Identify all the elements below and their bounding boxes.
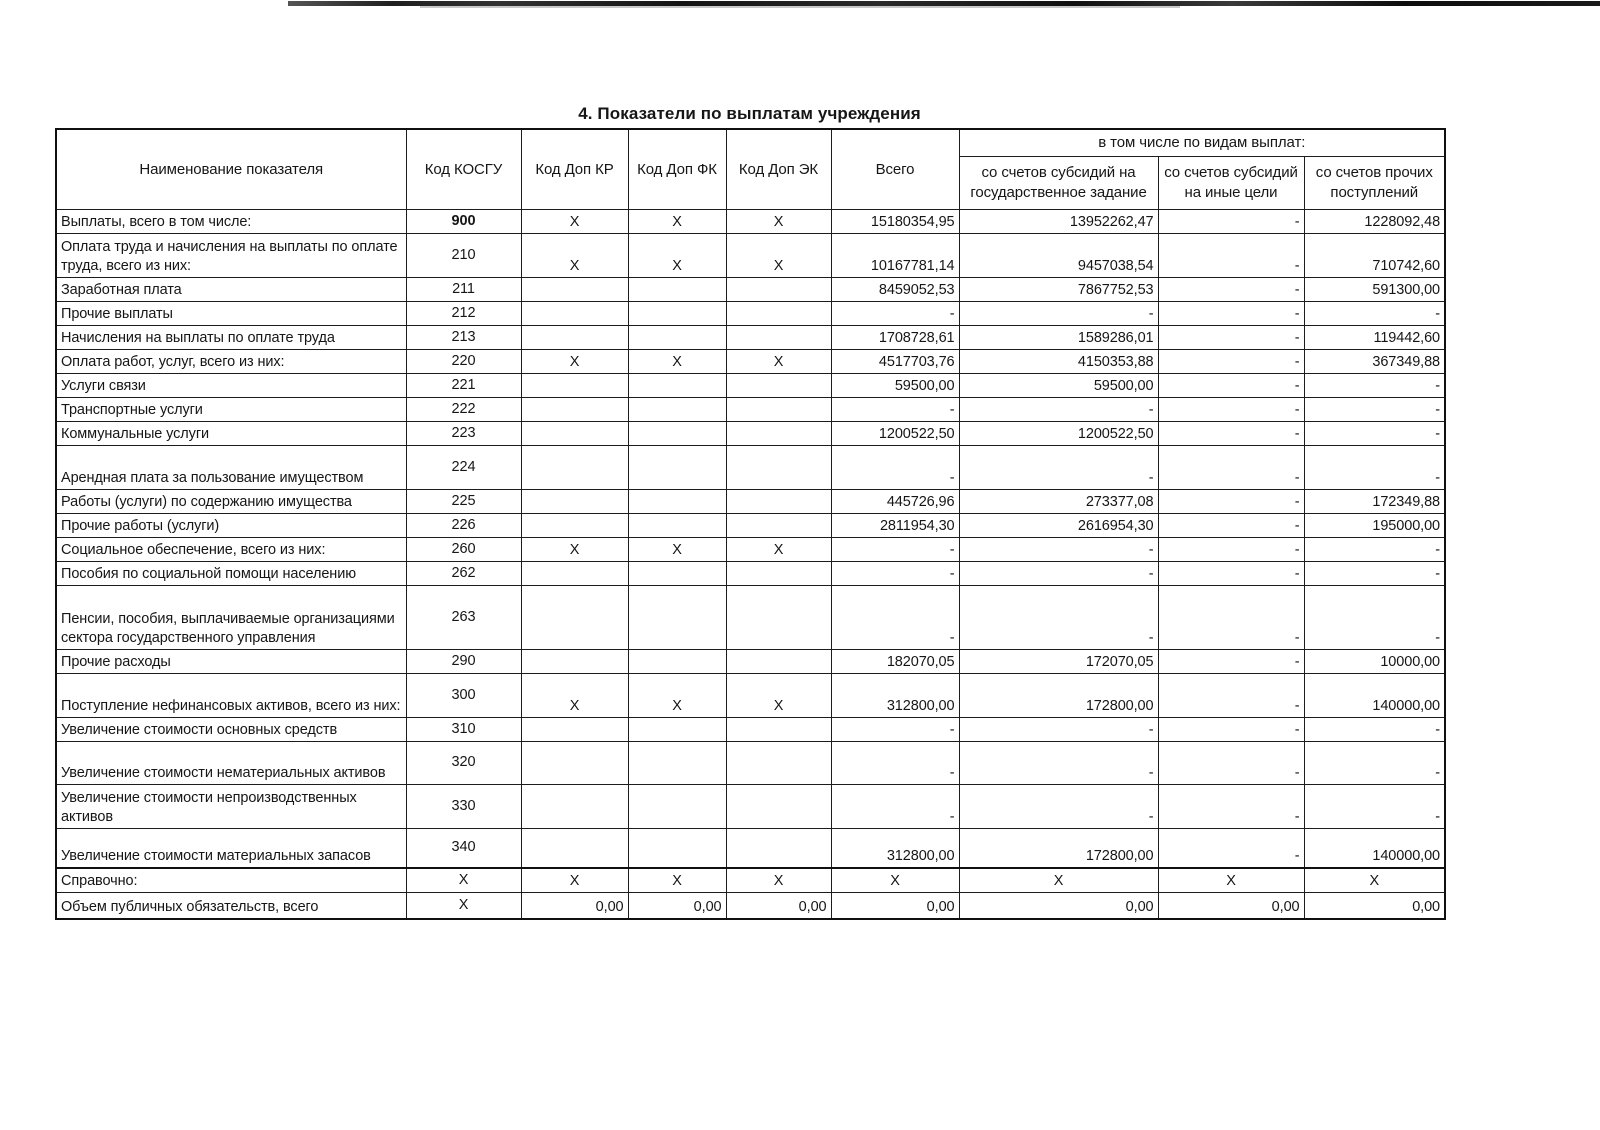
cell-total: 4517703,76 — [831, 349, 959, 373]
cell-fk — [628, 784, 726, 828]
cell-sub3: 0,00 — [1304, 892, 1445, 919]
cell-code: 221 — [406, 373, 521, 397]
col-header-dop-ek: Код Доп ЭК — [726, 129, 831, 209]
cell-code: 900 — [406, 209, 521, 233]
cell-sub1: - — [959, 397, 1158, 421]
table-row — [56, 513, 1445, 537]
cell-kr — [521, 717, 628, 741]
table-row — [56, 717, 1445, 741]
table-row — [56, 561, 1445, 585]
cell-code: 263 — [406, 585, 521, 649]
cell-sub3: - — [1304, 537, 1445, 561]
cell-name: Арендная плата за пользование имуществом — [56, 445, 406, 489]
cell-total: 15180354,95 — [831, 209, 959, 233]
col-header-group-payment-types: в том числе по видам выплат: — [959, 129, 1445, 156]
col-header-total: Всего — [831, 129, 959, 209]
cell-code: 223 — [406, 421, 521, 445]
cell-sub2: - — [1158, 585, 1304, 649]
table-row — [56, 489, 1445, 513]
cell-fk — [628, 828, 726, 868]
cell-code: 262 — [406, 561, 521, 585]
cell-fk — [628, 301, 726, 325]
cell-name: Увеличение стоимости непроизводственных активов — [56, 784, 406, 828]
cell-sub2: - — [1158, 673, 1304, 717]
payments-table — [55, 128, 1446, 920]
cell-kr — [521, 445, 628, 489]
cell-kr — [521, 301, 628, 325]
cell-name: Пособия по социальной помощи населению — [56, 561, 406, 585]
cell-name: Выплаты, всего в том числе: — [56, 209, 406, 233]
cell-code: 260 — [406, 537, 521, 561]
cell-kr: Х — [521, 868, 628, 892]
cell-code: Х — [406, 892, 521, 919]
cell-ek: Х — [726, 537, 831, 561]
cell-name: Справочно: — [56, 868, 406, 892]
table-row — [56, 828, 1445, 868]
cell-sub3: - — [1304, 397, 1445, 421]
cell-fk: Х — [628, 673, 726, 717]
cell-kr: Х — [521, 537, 628, 561]
cell-code: Х — [406, 868, 521, 892]
cell-ek: Х — [726, 673, 831, 717]
cell-kr — [521, 784, 628, 828]
cell-sub2: Х — [1158, 868, 1304, 892]
cell-ek — [726, 513, 831, 537]
cell-name: Увеличение стоимости материальных запасов — [56, 828, 406, 868]
cell-fk — [628, 277, 726, 301]
cell-kr — [521, 561, 628, 585]
cell-total: 2811954,30 — [831, 513, 959, 537]
cell-code: 222 — [406, 397, 521, 421]
cell-ek — [726, 585, 831, 649]
cell-sub1: 273377,08 — [959, 489, 1158, 513]
table-header — [56, 129, 1445, 209]
table-row — [56, 397, 1445, 421]
cell-code: 224 — [406, 445, 521, 489]
cell-sub3: 172349,88 — [1304, 489, 1445, 513]
cell-total: 59500,00 — [831, 373, 959, 397]
cell-total: 1708728,61 — [831, 325, 959, 349]
cell-name: Объем публичных обязательств, всего — [56, 892, 406, 919]
cell-code: 226 — [406, 513, 521, 537]
cell-sub2: 0,00 — [1158, 892, 1304, 919]
cell-sub1: 9457038,54 — [959, 233, 1158, 277]
table-row — [56, 585, 1445, 649]
cell-sub2: - — [1158, 445, 1304, 489]
cell-sub3: - — [1304, 445, 1445, 489]
cell-sub3: 140000,00 — [1304, 828, 1445, 868]
cell-total: 0,00 — [831, 892, 959, 919]
cell-ek: Х — [726, 233, 831, 277]
cell-sub1: - — [959, 445, 1158, 489]
cell-fk: Х — [628, 537, 726, 561]
cell-name: Пенсии, пособия, выплачиваемые организациями сектора государственного управления — [56, 585, 406, 649]
cell-fk: 0,00 — [628, 892, 726, 919]
cell-fk — [628, 445, 726, 489]
cell-sub1: - — [959, 717, 1158, 741]
cell-kr: Х — [521, 209, 628, 233]
cell-sub2: - — [1158, 561, 1304, 585]
cell-sub3: - — [1304, 373, 1445, 397]
cell-total: 445726,96 — [831, 489, 959, 513]
scan-artifact-top-edge-secondary — [420, 6, 1180, 8]
cell-sub3: - — [1304, 717, 1445, 741]
cell-code: 220 — [406, 349, 521, 373]
cell-sub1: 0,00 — [959, 892, 1158, 919]
cell-total: - — [831, 717, 959, 741]
cell-code: 210 — [406, 233, 521, 277]
cell-sub3: 591300,00 — [1304, 277, 1445, 301]
col-header-subsidy-other-goals: со счетов субсидий на иные цели — [1158, 156, 1304, 209]
cell-ek — [726, 445, 831, 489]
cell-sub2: - — [1158, 649, 1304, 673]
cell-sub3: 367349,88 — [1304, 349, 1445, 373]
cell-kr — [521, 421, 628, 445]
cell-ek — [726, 325, 831, 349]
table-row — [56, 373, 1445, 397]
cell-total: 8459052,53 — [831, 277, 959, 301]
cell-fk: Х — [628, 868, 726, 892]
cell-name: Прочие расходы — [56, 649, 406, 673]
cell-sub3: - — [1304, 741, 1445, 784]
table-row — [56, 741, 1445, 784]
cell-sub2: - — [1158, 325, 1304, 349]
cell-sub3: 195000,00 — [1304, 513, 1445, 537]
cell-ek — [726, 717, 831, 741]
cell-kr — [521, 649, 628, 673]
cell-kr — [521, 397, 628, 421]
cell-sub3: - — [1304, 421, 1445, 445]
cell-total: 182070,05 — [831, 649, 959, 673]
cell-name: Увеличение стоимости основных средств — [56, 717, 406, 741]
cell-ek: 0,00 — [726, 892, 831, 919]
cell-sub3: 119442,60 — [1304, 325, 1445, 349]
cell-sub3: - — [1304, 301, 1445, 325]
cell-code: 290 — [406, 649, 521, 673]
table-row — [56, 537, 1445, 561]
cell-total: - — [831, 561, 959, 585]
cell-sub2: - — [1158, 233, 1304, 277]
cell-sub3: - — [1304, 585, 1445, 649]
cell-sub3: - — [1304, 784, 1445, 828]
cell-sub1: 1200522,50 — [959, 421, 1158, 445]
cell-ek: Х — [726, 349, 831, 373]
cell-kr — [521, 585, 628, 649]
cell-sub1: 1589286,01 — [959, 325, 1158, 349]
cell-sub2: - — [1158, 784, 1304, 828]
cell-sub2: - — [1158, 301, 1304, 325]
header-row-top — [56, 129, 1445, 156]
cell-kr: 0,00 — [521, 892, 628, 919]
cell-sub1: 172800,00 — [959, 673, 1158, 717]
cell-sub1: 59500,00 — [959, 373, 1158, 397]
cell-total: Х — [831, 868, 959, 892]
cell-code: 310 — [406, 717, 521, 741]
col-header-dop-fk: Код Доп ФК — [628, 129, 726, 209]
cell-ek — [726, 301, 831, 325]
cell-total: - — [831, 784, 959, 828]
cell-kr — [521, 373, 628, 397]
cell-name: Транспортные услуги — [56, 397, 406, 421]
cell-sub3: Х — [1304, 868, 1445, 892]
cell-code: 320 — [406, 741, 521, 784]
cell-code: 340 — [406, 828, 521, 868]
cell-kr — [521, 513, 628, 537]
table-row — [56, 892, 1445, 919]
table-row — [56, 209, 1445, 233]
cell-sub1: - — [959, 741, 1158, 784]
cell-kr — [521, 277, 628, 301]
cell-code: 212 — [406, 301, 521, 325]
cell-name: Услуги связи — [56, 373, 406, 397]
table-body — [56, 209, 1445, 919]
cell-kr: Х — [521, 673, 628, 717]
cell-ek — [726, 741, 831, 784]
cell-total: 312800,00 — [831, 828, 959, 868]
cell-name: Поступление нефинансовых активов, всего из них: — [56, 673, 406, 717]
cell-sub2: - — [1158, 828, 1304, 868]
col-header-dop-kr: Код Доп КР — [521, 129, 628, 209]
cell-fk: Х — [628, 233, 726, 277]
cell-sub1: - — [959, 784, 1158, 828]
table-row — [56, 277, 1445, 301]
cell-code: 211 — [406, 277, 521, 301]
cell-ek: Х — [726, 868, 831, 892]
cell-kr — [521, 325, 628, 349]
cell-sub1: - — [959, 561, 1158, 585]
cell-name: Оплата труда и начисления на выплаты по оплате труда, всего из них: — [56, 233, 406, 277]
cell-fk — [628, 717, 726, 741]
cell-sub1: - — [959, 301, 1158, 325]
table-row — [56, 421, 1445, 445]
cell-code: 330 — [406, 784, 521, 828]
cell-kr: Х — [521, 349, 628, 373]
cell-sub1: 2616954,30 — [959, 513, 1158, 537]
cell-ek — [726, 561, 831, 585]
cell-sub3: 10000,00 — [1304, 649, 1445, 673]
section-title: 4. Показатели по выплатам учреждения — [578, 104, 921, 123]
cell-name: Работы (услуги) по содержанию имущества — [56, 489, 406, 513]
cell-sub1: 7867752,53 — [959, 277, 1158, 301]
cell-total: 10167781,14 — [831, 233, 959, 277]
cell-fk — [628, 585, 726, 649]
table-row — [56, 233, 1445, 277]
cell-code: 213 — [406, 325, 521, 349]
cell-sub3: 1228092,48 — [1304, 209, 1445, 233]
cell-sub2: - — [1158, 717, 1304, 741]
cell-fk: Х — [628, 349, 726, 373]
table-row — [56, 301, 1445, 325]
cell-name: Прочие выплаты — [56, 301, 406, 325]
cell-fk — [628, 421, 726, 445]
cell-sub2: - — [1158, 741, 1304, 784]
cell-sub1: 172800,00 — [959, 828, 1158, 868]
cell-fk — [628, 397, 726, 421]
cell-total: - — [831, 585, 959, 649]
cell-name: Оплата работ, услуг, всего из них: — [56, 349, 406, 373]
cell-ek — [726, 421, 831, 445]
cell-total: - — [831, 445, 959, 489]
cell-ek — [726, 828, 831, 868]
cell-code: 225 — [406, 489, 521, 513]
cell-ek: Х — [726, 209, 831, 233]
cell-sub1: 172070,05 — [959, 649, 1158, 673]
cell-total: - — [831, 537, 959, 561]
cell-fk — [628, 325, 726, 349]
cell-sub2: - — [1158, 397, 1304, 421]
cell-sub2: - — [1158, 209, 1304, 233]
cell-sub2: - — [1158, 489, 1304, 513]
cell-ek — [726, 784, 831, 828]
table-row — [56, 784, 1445, 828]
table-row — [56, 445, 1445, 489]
cell-sub2: - — [1158, 537, 1304, 561]
col-header-subsidy-state-task: со счетов субсидий на государственное задание — [959, 156, 1158, 209]
cell-sub3: - — [1304, 561, 1445, 585]
cell-ek — [726, 397, 831, 421]
cell-total: - — [831, 301, 959, 325]
cell-name: Прочие работы (услуги) — [56, 513, 406, 537]
cell-name: Увеличение стоимости нематериальных активов — [56, 741, 406, 784]
cell-sub3: 710742,60 — [1304, 233, 1445, 277]
cell-kr — [521, 741, 628, 784]
cell-ek — [726, 489, 831, 513]
col-header-kosgu: Код КОСГУ — [406, 129, 521, 209]
cell-name: Социальное обеспечение, всего из них: — [56, 537, 406, 561]
table-row — [56, 349, 1445, 373]
cell-kr: Х — [521, 233, 628, 277]
cell-fk — [628, 649, 726, 673]
cell-sub2: - — [1158, 513, 1304, 537]
cell-total: - — [831, 397, 959, 421]
cell-sub1: 4150353,88 — [959, 349, 1158, 373]
col-header-other-receipts: со счетов прочих поступлений — [1304, 156, 1445, 209]
cell-total: 312800,00 — [831, 673, 959, 717]
cell-ek — [726, 277, 831, 301]
cell-code: 300 — [406, 673, 521, 717]
col-header-name: Наименование показателя — [56, 129, 406, 209]
cell-fk — [628, 489, 726, 513]
cell-fk — [628, 561, 726, 585]
cell-kr — [521, 828, 628, 868]
cell-sub1: 13952262,47 — [959, 209, 1158, 233]
table-row — [56, 649, 1445, 673]
cell-kr — [521, 489, 628, 513]
cell-total: - — [831, 741, 959, 784]
cell-sub1: - — [959, 585, 1158, 649]
cell-sub1: Х — [959, 868, 1158, 892]
cell-ek — [726, 649, 831, 673]
cell-name: Начисления на выплаты по оплате труда — [56, 325, 406, 349]
table-row — [56, 325, 1445, 349]
cell-fk — [628, 513, 726, 537]
cell-sub2: - — [1158, 373, 1304, 397]
cell-name: Коммунальные услуги — [56, 421, 406, 445]
cell-fk: Х — [628, 209, 726, 233]
cell-sub3: 140000,00 — [1304, 673, 1445, 717]
cell-sub2: - — [1158, 349, 1304, 373]
cell-name: Заработная плата — [56, 277, 406, 301]
cell-sub2: - — [1158, 277, 1304, 301]
table-row — [56, 673, 1445, 717]
cell-sub2: - — [1158, 421, 1304, 445]
cell-fk — [628, 741, 726, 784]
cell-fk — [628, 373, 726, 397]
cell-sub1: - — [959, 537, 1158, 561]
cell-total: 1200522,50 — [831, 421, 959, 445]
cell-ek — [726, 373, 831, 397]
table-row — [56, 868, 1445, 892]
